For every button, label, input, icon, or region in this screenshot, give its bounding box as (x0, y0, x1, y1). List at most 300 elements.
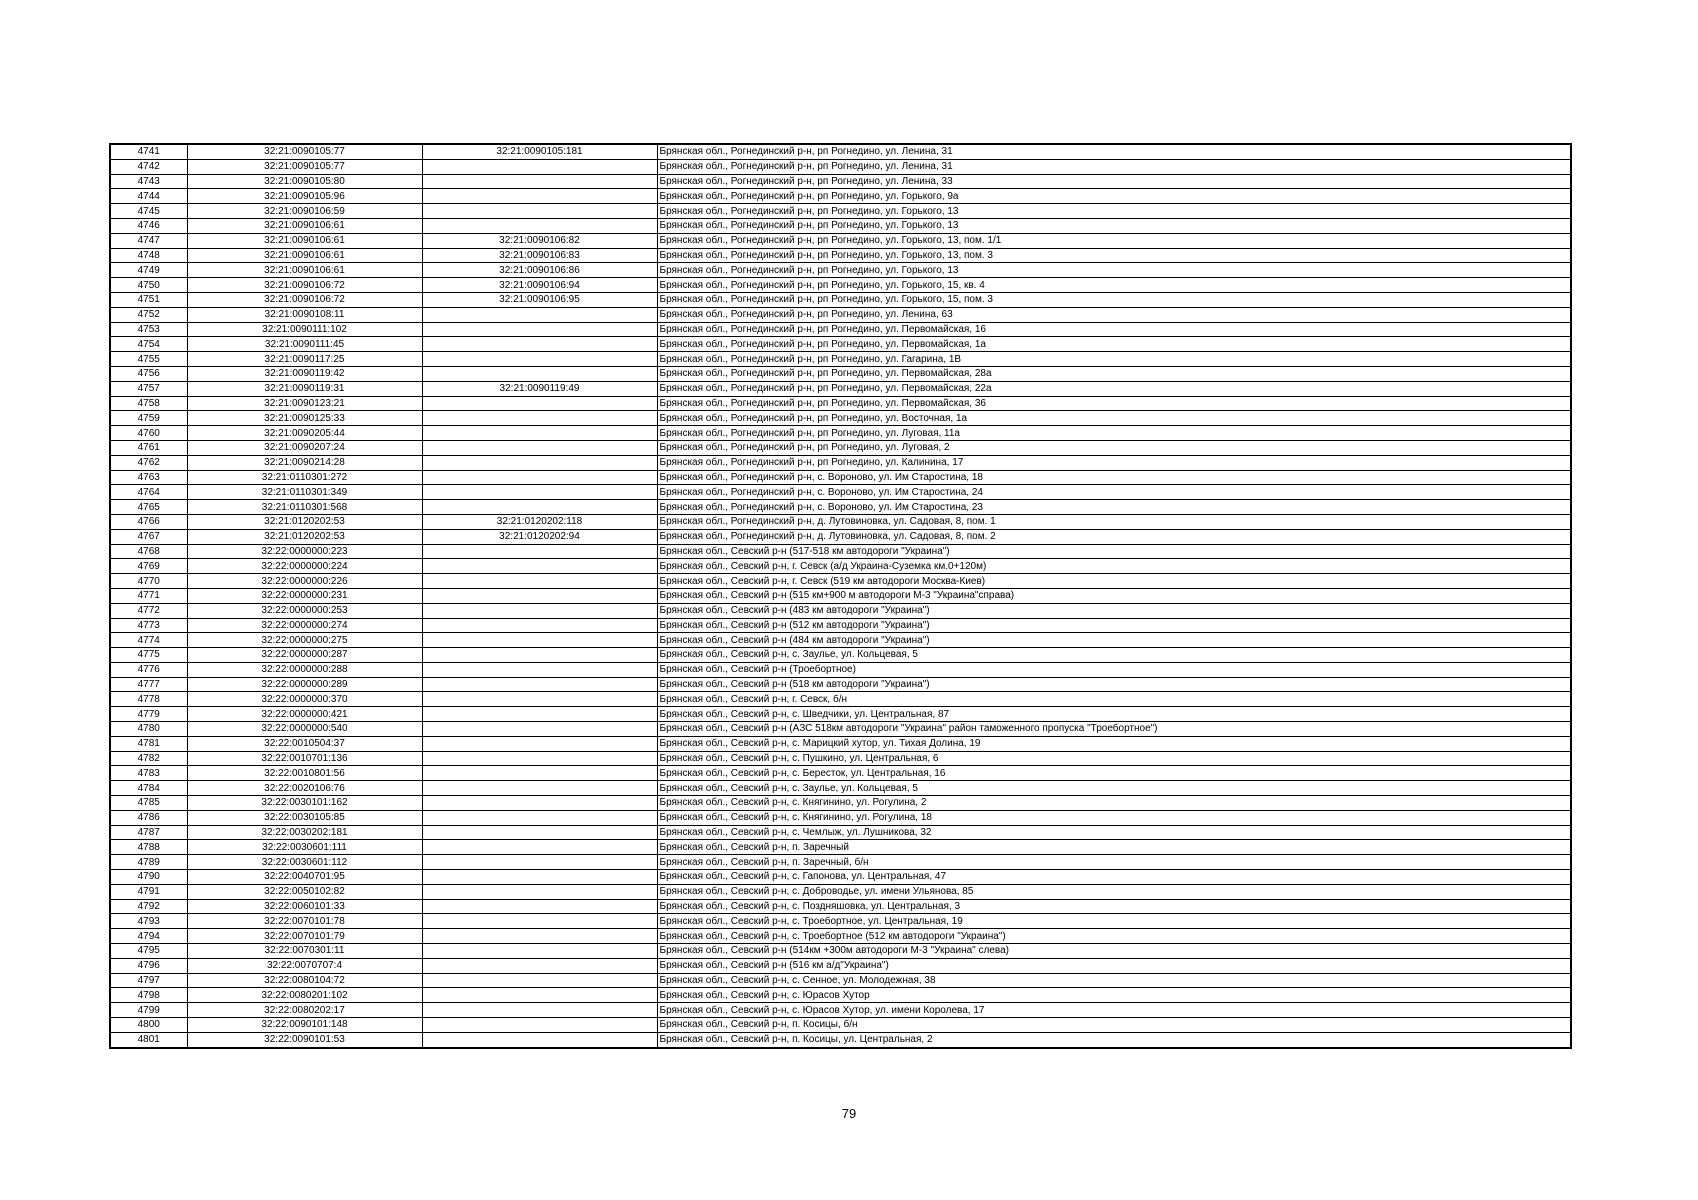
object-cadastral-number-cell: 32:21:0120202:118 (422, 514, 657, 529)
parcel-cadastral-number-cell: 32:21:0090106:61 (187, 233, 422, 248)
parcel-cadastral-number-cell: 32:22:0060101:33 (187, 899, 422, 914)
row-number-cell: 4793 (110, 914, 187, 929)
address-cell: Брянская обл., Рогнединский р-н, д. Лутовиновка, ул. Садовая, 8, пом. 1 (657, 514, 1571, 529)
address-cell: Брянская обл., Рогнединский р-н, с. Вороново, ул. Им Старостина, 24 (657, 485, 1571, 500)
table-row (110, 618, 1571, 633)
address-cell: Брянская обл., Рогнединский р-н, с. Вороново, ул. Им Старостина, 18 (657, 470, 1571, 485)
parcel-cadastral-number-cell: 32:21:0090111:102 (187, 322, 422, 337)
table-row (110, 426, 1571, 441)
address-cell: Брянская обл., Севский р-н (483 км автодороги "Украина") (657, 603, 1571, 618)
parcel-cadastral-number-cell: 32:22:0000000:274 (187, 618, 422, 633)
table-row (110, 544, 1571, 559)
registry-table (109, 143, 1572, 1049)
table-row (110, 677, 1571, 692)
table-row (110, 144, 1571, 159)
row-number-cell: 4788 (110, 840, 187, 855)
parcel-cadastral-number-cell: 32:22:0030601:111 (187, 840, 422, 855)
table-row (110, 929, 1571, 944)
table-row (110, 500, 1571, 515)
row-number-cell: 4744 (110, 189, 187, 204)
table-row (110, 307, 1571, 322)
object-cadastral-number-cell (422, 588, 657, 603)
table-row (110, 574, 1571, 589)
table-row (110, 440, 1571, 455)
address-cell: Брянская обл., Севский р-н, г. Севск (519 км автодороги Москва-Киев) (657, 574, 1571, 589)
row-number-cell: 4798 (110, 988, 187, 1003)
address-cell: Брянская обл., Рогнединский р-н, рп Рогнедино, ул. Горького, 13, пом. 1/1 (657, 233, 1571, 248)
parcel-cadastral-number-cell: 32:22:0000000:287 (187, 648, 422, 663)
object-cadastral-number-cell (422, 366, 657, 381)
table-row (110, 174, 1571, 189)
parcel-cadastral-number-cell: 32:21:0110301:272 (187, 470, 422, 485)
object-cadastral-number-cell (422, 500, 657, 515)
table-row (110, 159, 1571, 174)
table-row (110, 233, 1571, 248)
row-number-cell: 4741 (110, 144, 187, 159)
table-row (110, 840, 1571, 855)
address-cell: Брянская обл., Севский р-н, с. Княгинино, ул. Рогулина, 2 (657, 796, 1571, 811)
object-cadastral-number-cell (422, 470, 657, 485)
row-number-cell: 4750 (110, 278, 187, 293)
address-cell: Брянская обл., Севский р-н, с. Доброводье, ул. имени Ульянова, 85 (657, 884, 1571, 899)
table-row (110, 751, 1571, 766)
row-number-cell: 4774 (110, 633, 187, 648)
object-cadastral-number-cell: 32:21:0090106:95 (422, 292, 657, 307)
object-cadastral-number-cell (422, 929, 657, 944)
parcel-cadastral-number-cell: 32:22:0030202:181 (187, 825, 422, 840)
object-cadastral-number-cell (422, 1003, 657, 1018)
object-cadastral-number-cell (422, 618, 657, 633)
address-cell: Брянская обл., Севский р-н, с. Заулье, ул. Кольцевая, 5 (657, 648, 1571, 663)
parcel-cadastral-number-cell: 32:22:0000000:226 (187, 574, 422, 589)
parcel-cadastral-number-cell: 32:22:0000000:223 (187, 544, 422, 559)
parcel-cadastral-number-cell: 32:21:0090125:33 (187, 411, 422, 426)
address-cell: Брянская обл., Севский р-н, с. Юрасов Хутор (657, 988, 1571, 1003)
row-number-cell: 4769 (110, 559, 187, 574)
parcel-cadastral-number-cell: 32:22:0080104:72 (187, 973, 422, 988)
parcel-cadastral-number-cell: 32:22:0040701:95 (187, 870, 422, 885)
parcel-cadastral-number-cell: 32:22:0030101:162 (187, 796, 422, 811)
table-row (110, 366, 1571, 381)
table-row (110, 455, 1571, 470)
row-number-cell: 4742 (110, 159, 187, 174)
table-row (110, 796, 1571, 811)
row-number-cell: 4763 (110, 470, 187, 485)
object-cadastral-number-cell: 32:21:0090106:83 (422, 248, 657, 263)
table-row (110, 914, 1571, 929)
row-number-cell: 4800 (110, 1018, 187, 1033)
row-number-cell: 4756 (110, 366, 187, 381)
address-cell: Брянская обл., Рогнединский р-н, рп Рогнедино, ул. Ленина, 33 (657, 174, 1571, 189)
object-cadastral-number-cell (422, 1032, 657, 1047)
parcel-cadastral-number-cell: 32:21:0090105:96 (187, 189, 422, 204)
table-row (110, 973, 1571, 988)
address-cell: Брянская обл., Севский р-н (517-518 км автодороги "Украина") (657, 544, 1571, 559)
address-cell: Брянская обл., Севский р-н, с. Сенное, ул. Молодежная, 38 (657, 973, 1571, 988)
table-row (110, 781, 1571, 796)
address-cell: Брянская обл., Севский р-н (516 км а/д"Украина") (657, 958, 1571, 973)
parcel-cadastral-number-cell: 32:21:0090105:77 (187, 144, 422, 159)
table-row (110, 825, 1571, 840)
address-cell: Брянская обл., Рогнединский р-н, рп Рогнедино, ул. Ленина, 31 (657, 144, 1571, 159)
object-cadastral-number-cell (422, 411, 657, 426)
address-cell: Брянская обл., Севский р-н, г. Севск (а/д Украина-Суземка км.0+120м) (657, 559, 1571, 574)
parcel-cadastral-number-cell: 32:21:0090106:61 (187, 248, 422, 263)
object-cadastral-number-cell (422, 870, 657, 885)
row-number-cell: 4776 (110, 662, 187, 677)
parcel-cadastral-number-cell: 32:22:0030601:112 (187, 855, 422, 870)
parcel-cadastral-number-cell: 32:21:0090207:24 (187, 440, 422, 455)
object-cadastral-number-cell (422, 322, 657, 337)
address-cell: Брянская обл., Севский р-н (484 км автодороги "Украина") (657, 633, 1571, 648)
row-number-cell: 4772 (110, 603, 187, 618)
address-cell: Брянская обл., Рогнединский р-н, рп Рогнедино, ул. Восточная, 1а (657, 411, 1571, 426)
parcel-cadastral-number-cell: 32:22:0000000:540 (187, 722, 422, 737)
address-cell: Брянская обл., Севский р-н, с. Троебортное, ул. Центральная, 19 (657, 914, 1571, 929)
object-cadastral-number-cell (422, 396, 657, 411)
row-number-cell: 4764 (110, 485, 187, 500)
object-cadastral-number-cell (422, 1018, 657, 1033)
table-row (110, 855, 1571, 870)
table-row (110, 381, 1571, 396)
table-row (110, 411, 1571, 426)
object-cadastral-number-cell (422, 426, 657, 441)
parcel-cadastral-number-cell: 32:21:0090105:77 (187, 159, 422, 174)
table-row (110, 692, 1571, 707)
row-number-cell: 4781 (110, 736, 187, 751)
address-cell: Брянская обл., Севский р-н, с. Княгинино, ул. Рогулина, 18 (657, 810, 1571, 825)
registry-table-body (110, 144, 1571, 1048)
row-number-cell: 4761 (110, 440, 187, 455)
object-cadastral-number-cell (422, 944, 657, 959)
table-row (110, 470, 1571, 485)
object-cadastral-number-cell (422, 662, 657, 677)
table-row (110, 352, 1571, 367)
object-cadastral-number-cell (422, 633, 657, 648)
table-row (110, 662, 1571, 677)
address-cell: Брянская обл., Севский р-н, с. Бересток, ул. Центральная, 16 (657, 766, 1571, 781)
table-row (110, 1032, 1571, 1047)
address-cell: Брянская обл., Севский р-н, с. Гапонова, ул. Центральная, 47 (657, 870, 1571, 885)
address-cell: Брянская обл., Рогнединский р-н, рп Рогнедино, ул. Гагарина, 1В (657, 352, 1571, 367)
object-cadastral-number-cell (422, 159, 657, 174)
parcel-cadastral-number-cell: 32:21:0090108:11 (187, 307, 422, 322)
address-cell: Брянская обл., Севский р-н, г. Севск, б/н (657, 692, 1571, 707)
object-cadastral-number-cell (422, 796, 657, 811)
parcel-cadastral-number-cell: 32:21:0090106:61 (187, 218, 422, 233)
object-cadastral-number-cell (422, 973, 657, 988)
row-number-cell: 4760 (110, 426, 187, 441)
object-cadastral-number-cell (422, 722, 657, 737)
row-number-cell: 4797 (110, 973, 187, 988)
parcel-cadastral-number-cell: 32:22:0020106:76 (187, 781, 422, 796)
parcel-cadastral-number-cell: 32:21:0120202:53 (187, 529, 422, 544)
table-row (110, 736, 1571, 751)
table-row (110, 899, 1571, 914)
parcel-cadastral-number-cell: 32:22:0000000:370 (187, 692, 422, 707)
table-row (110, 292, 1571, 307)
object-cadastral-number-cell (422, 899, 657, 914)
row-number-cell: 4765 (110, 500, 187, 515)
table-row (110, 707, 1571, 722)
object-cadastral-number-cell: 32:21:0090106:94 (422, 278, 657, 293)
row-number-cell: 4759 (110, 411, 187, 426)
object-cadastral-number-cell (422, 677, 657, 692)
parcel-cadastral-number-cell: 32:21:0090119:42 (187, 366, 422, 381)
parcel-cadastral-number-cell: 32:22:0090101:53 (187, 1032, 422, 1047)
object-cadastral-number-cell (422, 884, 657, 899)
table-row (110, 810, 1571, 825)
address-cell: Брянская обл., Рогнединский р-н, рп Рогнедино, ул. Ленина, 31 (657, 159, 1571, 174)
object-cadastral-number-cell (422, 574, 657, 589)
object-cadastral-number-cell (422, 455, 657, 470)
address-cell: Брянская обл., Рогнединский р-н, рп Рогнедино, ул. Ленина, 63 (657, 307, 1571, 322)
row-number-cell: 4768 (110, 544, 187, 559)
row-number-cell: 4766 (110, 514, 187, 529)
table-row (110, 944, 1571, 959)
address-cell: Брянская обл., Севский р-н, с. Пушкино, ул. Центральная, 6 (657, 751, 1571, 766)
address-cell: Брянская обл., Севский р-н (512 км автодороги "Украина") (657, 618, 1571, 633)
parcel-cadastral-number-cell: 32:21:0090105:80 (187, 174, 422, 189)
parcel-cadastral-number-cell: 32:21:0090106:72 (187, 278, 422, 293)
object-cadastral-number-cell (422, 559, 657, 574)
row-number-cell: 4780 (110, 722, 187, 737)
row-number-cell: 4770 (110, 574, 187, 589)
row-number-cell: 4743 (110, 174, 187, 189)
row-number-cell: 4762 (110, 455, 187, 470)
table-row (110, 218, 1571, 233)
parcel-cadastral-number-cell: 32:21:0090111:45 (187, 337, 422, 352)
parcel-cadastral-number-cell: 32:22:0070101:79 (187, 929, 422, 944)
object-cadastral-number-cell (422, 958, 657, 973)
row-number-cell: 4777 (110, 677, 187, 692)
parcel-cadastral-number-cell: 32:21:0090205:44 (187, 426, 422, 441)
row-number-cell: 4801 (110, 1032, 187, 1047)
address-cell: Брянская обл., Рогнединский р-н, рп Рогнедино, ул. Горького, 13, пом. 3 (657, 248, 1571, 263)
address-cell: Брянская обл., Севский р-н, с. Чемлыж, ул. Лушникова, 32 (657, 825, 1571, 840)
parcel-cadastral-number-cell: 32:22:0000000:275 (187, 633, 422, 648)
parcel-cadastral-number-cell: 32:22:0080201:102 (187, 988, 422, 1003)
address-cell: Брянская обл., Рогнединский р-н, с. Вороново, ул. Им Старостина, 23 (657, 500, 1571, 515)
object-cadastral-number-cell (422, 174, 657, 189)
row-number-cell: 4785 (110, 796, 187, 811)
table-row (110, 988, 1571, 1003)
address-cell: Брянская обл., Рогнединский р-н, рп Рогнедино, ул. Горького, 13 (657, 204, 1571, 219)
table-row (110, 1003, 1571, 1018)
table-row (110, 1018, 1571, 1033)
object-cadastral-number-cell (422, 544, 657, 559)
parcel-cadastral-number-cell: 32:21:0090214:28 (187, 455, 422, 470)
row-number-cell: 4778 (110, 692, 187, 707)
parcel-cadastral-number-cell: 32:22:0010801:56 (187, 766, 422, 781)
address-cell: Брянская обл., Севский р-н, с. Заулье, ул. Кольцевая, 5 (657, 781, 1571, 796)
object-cadastral-number-cell (422, 825, 657, 840)
address-cell: Брянская обл., Севский р-н, п. Заречный, б/н (657, 855, 1571, 870)
address-cell: Брянская обл., Рогнединский р-н, рп Рогнедино, ул. Горького, 13 (657, 263, 1571, 278)
table-row (110, 884, 1571, 899)
row-number-cell: 4779 (110, 707, 187, 722)
parcel-cadastral-number-cell: 32:22:0090101:148 (187, 1018, 422, 1033)
address-cell: Брянская обл., Севский р-н, с. Троебортное (512 км автодороги "Украина") (657, 929, 1571, 944)
object-cadastral-number-cell (422, 840, 657, 855)
row-number-cell: 4795 (110, 944, 187, 959)
parcel-cadastral-number-cell: 32:21:0110301:349 (187, 485, 422, 500)
address-cell: Брянская обл., Севский р-н, с. Марицкий хутор, ул. Тихая Долина, 19 (657, 736, 1571, 751)
object-cadastral-number-cell (422, 988, 657, 1003)
address-cell: Брянская обл., Севский р-н, с. Юрасов Хутор, ул. имени Королева, 17 (657, 1003, 1571, 1018)
address-cell: Брянская обл., Севский р-н, п. Заречный (657, 840, 1571, 855)
table-row (110, 189, 1571, 204)
table-row (110, 263, 1571, 278)
row-number-cell: 4787 (110, 825, 187, 840)
row-number-cell: 4791 (110, 884, 187, 899)
address-cell: Брянская обл., Рогнединский р-н, рп Рогнедино, ул. Горького, 13 (657, 218, 1571, 233)
row-number-cell: 4799 (110, 1003, 187, 1018)
object-cadastral-number-cell (422, 692, 657, 707)
row-number-cell: 4754 (110, 337, 187, 352)
object-cadastral-number-cell (422, 810, 657, 825)
table-row (110, 722, 1571, 737)
address-cell: Брянская обл., Севский р-н, с. Шведчики, ул. Центральная, 87 (657, 707, 1571, 722)
object-cadastral-number-cell (422, 751, 657, 766)
object-cadastral-number-cell (422, 485, 657, 500)
parcel-cadastral-number-cell: 32:21:0090123:21 (187, 396, 422, 411)
row-number-cell: 4784 (110, 781, 187, 796)
object-cadastral-number-cell: 32:21:0120202:94 (422, 529, 657, 544)
table-row (110, 396, 1571, 411)
table-row (110, 514, 1571, 529)
address-cell: Брянская обл., Севский р-н, с. Поздняшовка, ул. Центральная, 3 (657, 899, 1571, 914)
address-cell: Брянская обл., Рогнединский р-н, рп Рогнедино, ул. Первомайская, 28а (657, 366, 1571, 381)
object-cadastral-number-cell: 32:21:0090106:86 (422, 263, 657, 278)
address-cell: Брянская обл., Рогнединский р-н, д. Лутовиновка, ул. Садовая, 8, пом. 2 (657, 529, 1571, 544)
table-row (110, 633, 1571, 648)
object-cadastral-number-cell (422, 766, 657, 781)
address-cell: Брянская обл., Севский р-н (518 км автодороги "Украина") (657, 677, 1571, 692)
object-cadastral-number-cell (422, 440, 657, 455)
address-cell: Брянская обл., Севский р-н (515 км+900 м автодороги М-3 "Украина"справа) (657, 588, 1571, 603)
object-cadastral-number-cell (422, 736, 657, 751)
parcel-cadastral-number-cell: 32:22:0030105:85 (187, 810, 422, 825)
row-number-cell: 4748 (110, 248, 187, 263)
row-number-cell: 4751 (110, 292, 187, 307)
parcel-cadastral-number-cell: 32:21:0090106:59 (187, 204, 422, 219)
row-number-cell: 4792 (110, 899, 187, 914)
row-number-cell: 4771 (110, 588, 187, 603)
address-cell: Брянская обл., Рогнединский р-н, рп Рогнедино, ул. Первомайская, 36 (657, 396, 1571, 411)
object-cadastral-number-cell: 32:21:0090119:49 (422, 381, 657, 396)
row-number-cell: 4753 (110, 322, 187, 337)
parcel-cadastral-number-cell: 32:22:0000000:288 (187, 662, 422, 677)
object-cadastral-number-cell (422, 352, 657, 367)
row-number-cell: 4789 (110, 855, 187, 870)
row-number-cell: 4755 (110, 352, 187, 367)
address-cell: Брянская обл., Севский р-н, п. Косицы, б/н (657, 1018, 1571, 1033)
row-number-cell: 4790 (110, 870, 187, 885)
row-number-cell: 4786 (110, 810, 187, 825)
table-row (110, 559, 1571, 574)
table-row (110, 870, 1571, 885)
object-cadastral-number-cell: 32:21:0090106:82 (422, 233, 657, 248)
address-cell: Брянская обл., Рогнединский р-н, рп Рогнедино, ул. Калинина, 17 (657, 455, 1571, 470)
address-cell: Брянская обл., Рогнединский р-н, рп Рогнедино, ул. Первомайская, 1а (657, 337, 1571, 352)
table-row (110, 204, 1571, 219)
parcel-cadastral-number-cell: 32:22:0000000:421 (187, 707, 422, 722)
parcel-cadastral-number-cell: 32:22:0070101:78 (187, 914, 422, 929)
page-number: 79 (841, 1106, 857, 1121)
object-cadastral-number-cell (422, 603, 657, 618)
object-cadastral-number-cell (422, 337, 657, 352)
row-number-cell: 4782 (110, 751, 187, 766)
row-number-cell: 4747 (110, 233, 187, 248)
row-number-cell: 4758 (110, 396, 187, 411)
object-cadastral-number-cell (422, 204, 657, 219)
table-row (110, 485, 1571, 500)
parcel-cadastral-number-cell: 32:22:0080202:17 (187, 1003, 422, 1018)
table-row (110, 248, 1571, 263)
table-row (110, 529, 1571, 544)
parcel-cadastral-number-cell: 32:21:0090117:25 (187, 352, 422, 367)
parcel-cadastral-number-cell: 32:21:0090106:61 (187, 263, 422, 278)
address-cell: Брянская обл., Рогнединский р-н, рп Рогнедино, ул. Первомайская, 16 (657, 322, 1571, 337)
row-number-cell: 4757 (110, 381, 187, 396)
table-row (110, 958, 1571, 973)
row-number-cell: 4773 (110, 618, 187, 633)
table-row (110, 278, 1571, 293)
row-number-cell: 4783 (110, 766, 187, 781)
address-cell: Брянская обл., Рогнединский р-н, рп Рогнедино, ул. Горького, 15, пом. 3 (657, 292, 1571, 307)
table-row (110, 766, 1571, 781)
table-row (110, 322, 1571, 337)
parcel-cadastral-number-cell: 32:22:0070301:11 (187, 944, 422, 959)
address-cell: Брянская обл., Севский р-н (АЗС 518км автодороги "Украина" район таможенного пропуска "Троебортное") (657, 722, 1571, 737)
parcel-cadastral-number-cell: 32:22:0000000:224 (187, 559, 422, 574)
parcel-cadastral-number-cell: 32:22:0070707:4 (187, 958, 422, 973)
parcel-cadastral-number-cell: 32:21:0090106:72 (187, 292, 422, 307)
address-cell: Брянская обл., Севский р-н (Троебортное) (657, 662, 1571, 677)
parcel-cadastral-number-cell: 32:21:0120202:53 (187, 514, 422, 529)
row-number-cell: 4752 (110, 307, 187, 322)
row-number-cell: 4796 (110, 958, 187, 973)
object-cadastral-number-cell (422, 914, 657, 929)
parcel-cadastral-number-cell: 32:21:0090119:31 (187, 381, 422, 396)
row-number-cell: 4794 (110, 929, 187, 944)
address-cell: Брянская обл., Рогнединский р-н, рп Рогнедино, ул. Первомайская, 22а (657, 381, 1571, 396)
row-number-cell: 4767 (110, 529, 187, 544)
table-row (110, 603, 1571, 618)
parcel-cadastral-number-cell: 32:22:0050102:82 (187, 884, 422, 899)
object-cadastral-number-cell: 32:21:0090105:181 (422, 144, 657, 159)
table-row (110, 337, 1571, 352)
parcel-cadastral-number-cell: 32:22:0000000:289 (187, 677, 422, 692)
row-number-cell: 4746 (110, 218, 187, 233)
object-cadastral-number-cell (422, 855, 657, 870)
object-cadastral-number-cell (422, 218, 657, 233)
address-cell: Брянская обл., Рогнединский р-н, рп Рогнедино, ул. Луговая, 11а (657, 426, 1571, 441)
address-cell: Брянская обл., Севский р-н (514км +300м автодороги М-3 "Украина" слева) (657, 944, 1571, 959)
parcel-cadastral-number-cell: 32:22:0010701:136 (187, 751, 422, 766)
row-number-cell: 4749 (110, 263, 187, 278)
parcel-cadastral-number-cell: 32:22:0010504:37 (187, 736, 422, 751)
row-number-cell: 4745 (110, 204, 187, 219)
address-cell: Брянская обл., Рогнединский р-н, рп Рогнедино, ул. Горького, 9а (657, 189, 1571, 204)
object-cadastral-number-cell (422, 307, 657, 322)
row-number-cell: 4775 (110, 648, 187, 663)
parcel-cadastral-number-cell: 32:22:0000000:253 (187, 603, 422, 618)
address-cell: Брянская обл., Рогнединский р-н, рп Рогнедино, ул. Горького, 15, кв. 4 (657, 278, 1571, 293)
parcel-cadastral-number-cell: 32:22:0000000:231 (187, 588, 422, 603)
address-cell: Брянская обл., Рогнединский р-н, рп Рогнедино, ул. Луговая, 2 (657, 440, 1571, 455)
